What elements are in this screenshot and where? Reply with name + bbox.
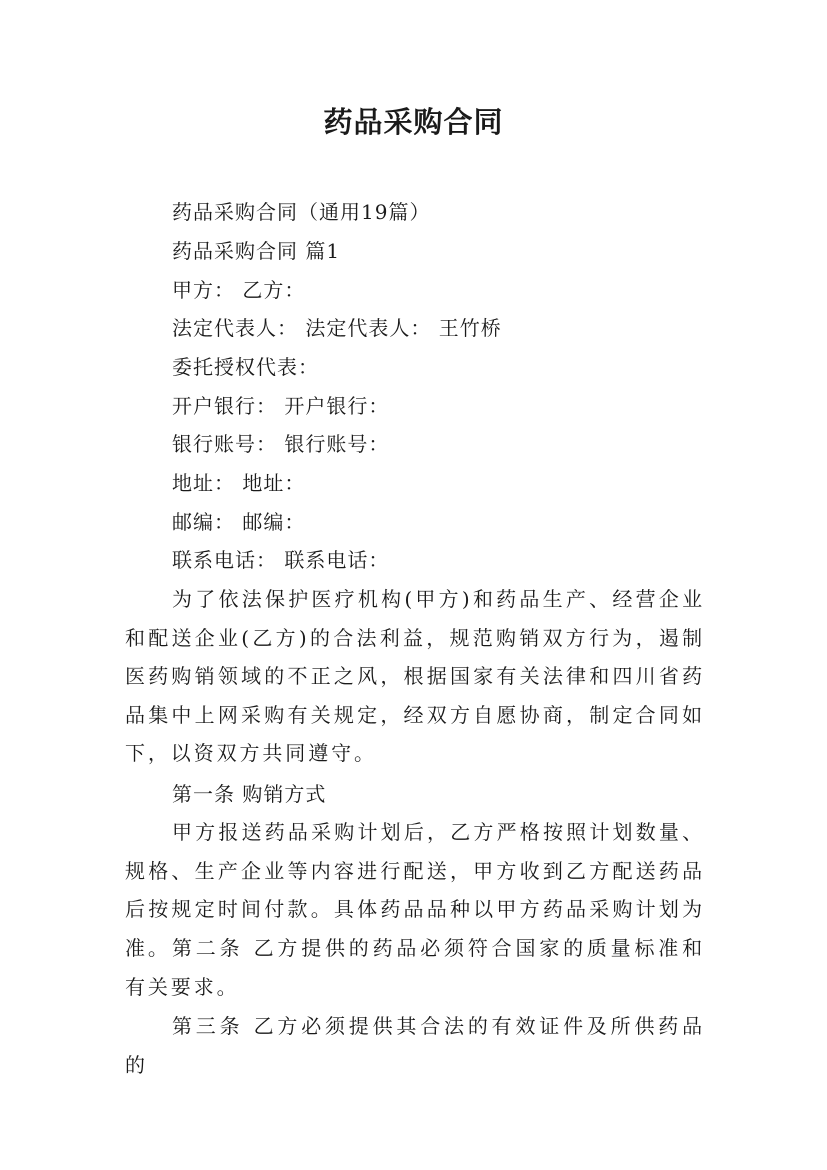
article-1-heading: 第一条 购销方式 [172, 782, 327, 806]
address-line: 地址： 地址： [172, 471, 306, 495]
document-title: 药品采购合同 [323, 105, 504, 139]
phone-line: 联系电话： 联系电话： [172, 548, 390, 572]
article-2-paragraph: 第二条 乙方提供的药品必须符合国家的质量标准和有关要求。 [125, 936, 705, 999]
document-subtitle: 药品采购合同（通用19篇） [172, 200, 431, 224]
preamble-paragraph: 为了依法保护医疗机构(甲方)和药品生产、经营企业和配送企业(乙方)的合法利益，规范购销双方行为，遏制医药购销领域的不正之风，根据国家有关法律和四川省药品集中上网采购有关规定，经双方自愿协商，制定合同如下，以资双方共同遵守。 [125, 587, 705, 766]
parties-line: 甲方： 乙方： [172, 278, 306, 302]
postcode-line: 邮编： 邮编： [172, 510, 306, 534]
authorized-representative-line: 委托授权代表： [172, 355, 319, 379]
article-1-body: 甲方报送药品采购计划后，乙方严格按照计划数量、规格、生产企业等内容进行配送，甲方收到乙方配送药品后按规定时间付款。具体药品品种以甲方药品采购计划为准。 [125, 820, 705, 960]
bank-line: 开户银行： 开户银行： [172, 394, 390, 418]
account-line: 银行账号： 银行账号： [172, 432, 390, 456]
article-3-paragraph: 第三条 乙方必须提供其合法的有效证件及所供药品的 [125, 1014, 705, 1077]
section-heading: 药品采购合同 篇1 [172, 239, 341, 263]
legal-representative-line: 法定代表人： 法定代表人： 王竹桥 [172, 316, 502, 340]
